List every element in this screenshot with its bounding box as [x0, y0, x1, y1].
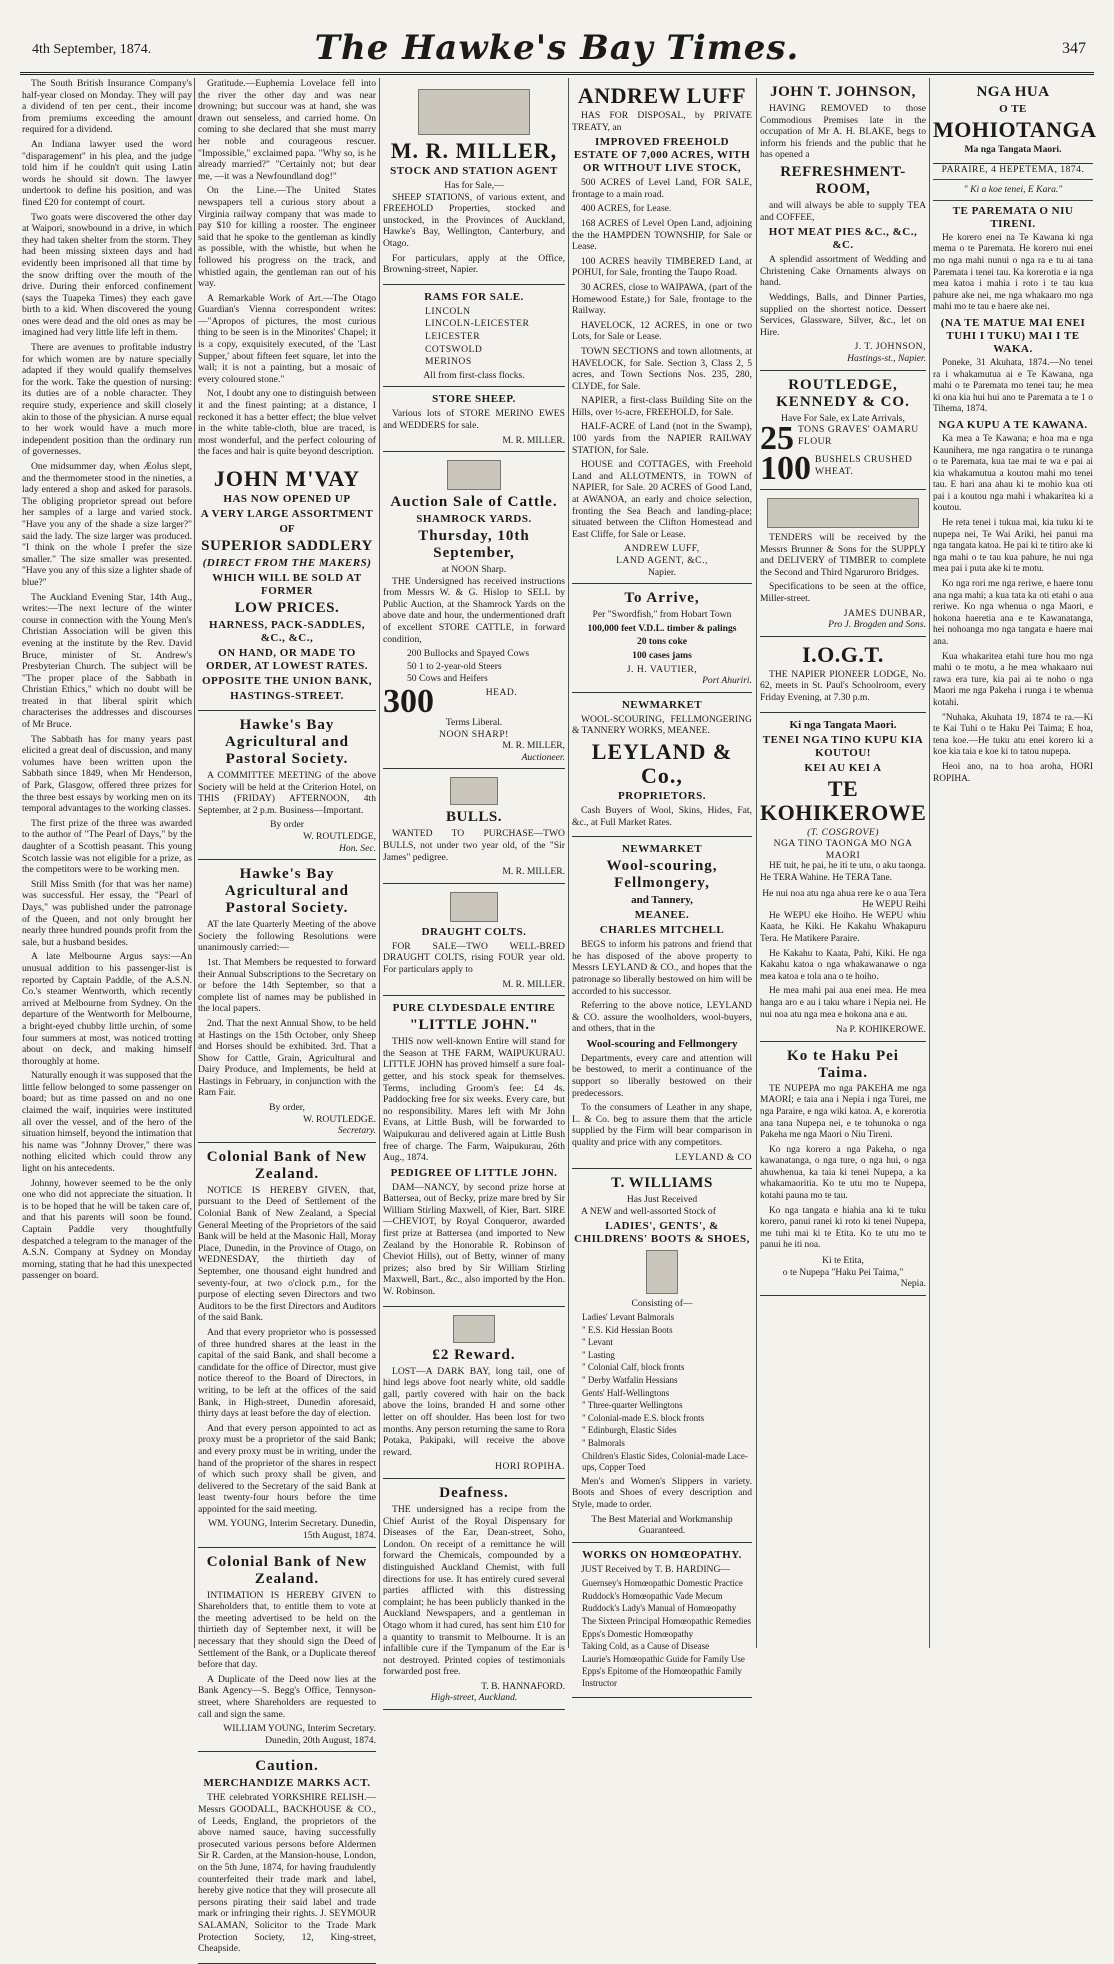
ad-line: at NOON Sharp. — [441, 564, 507, 576]
ad-body: and will always be able to supply TEA and COFFEE, — [760, 199, 926, 223]
ad-signature: HORI ROPIHA. — [495, 1461, 565, 1473]
news-paragraph: Poneke, 31 Akuhata, 1874.—No tenei ra i whakamutua ai e Te Kawana, nga mahi o te Paremata mo tenei tau; he mea ki ona kia hui hui ano te Paremata a te 1 o Tihema, 1874. — [933, 357, 1093, 415]
ad-body: NAPIER, a first-class Building Site on the Hills, over ½-acre, FREEHOLD, for Sale. — [572, 395, 752, 418]
ad-subtitle: PEDIGREE OF LITTLE JOHN. — [390, 1166, 558, 1179]
ad-body: Men's and Women's Slippers in variety. Boots and Shoes of every description and Style, made to order. — [572, 1475, 752, 1510]
issue-date: 4th September, 1874. — [32, 42, 152, 57]
ad-body: 168 ACRES of Level Open Land, adjoining the the HAMPDEN TOWNSHIP, for Sale or Lease. — [572, 217, 752, 253]
column-4 — [572, 78, 752, 1689]
advertisement — [572, 584, 752, 693]
list-item: Children's Elastic Sides, Colonial-made Lace-ups, Copper Toed — [582, 1450, 748, 1473]
list-item: Ladies' Levant Balmorals — [582, 1312, 675, 1322]
news-paragraph: He korero enei na Te Kawana ki nga mema o te Paremata. He korero nui enei mo nga mahi nunui o nga ra e tu ai tana Paremata i tenei tau. Ka korerotia e ia nga mea katoa i mahia i roto i te tau kua pahure ake nei, me nga whakaaro mo nga mahi mo te tau e haere ake nei. — [933, 232, 1093, 313]
list-item: LINCOLN-LEICESTER — [425, 318, 530, 330]
column-rule — [929, 78, 930, 1648]
list-item: The Sixteen Principal Homœopathic Remedies — [582, 1616, 751, 1627]
advertisement — [198, 461, 376, 711]
ad-body: Referring to the above notice, LEYLAND & CO. assure the woolholders, wool-buyers, and others, that in the — [572, 1000, 752, 1035]
ad-line: Terms Liberal. — [445, 717, 503, 729]
list-item: Ruddock's Homœopathic Vade Mecum — [582, 1590, 723, 1601]
ad-signature-role: Auctioneer. — [521, 751, 565, 763]
ad-line: HAS NOW OPENED UP — [223, 493, 351, 505]
ad-signature-role: Napier. — [648, 566, 676, 578]
news-paragraph: Gratitude.—Euphemia Lovelace fell into the river the other day and was near drowning; but succour was at hand, she was drawn out senseless, and carried home. On coming to she declared that she must marry her noble and courageous rescuer. "Impossible," exclaimed papa. "Why so, is he already married?" "Certainly not; but dear me, —it was a Newfoundland dog!" — [198, 78, 376, 182]
ton-count: 25 — [760, 420, 794, 458]
maori-section — [933, 78, 1097, 164]
ad-line: TENEI NGA TINO KUPU KIA KOUTOU! — [762, 733, 924, 759]
ad-signature: W. ROUTLEDGE, — [303, 830, 376, 842]
ad-signature: M. R. MILLER. — [502, 978, 565, 990]
ad-line: REFRESHMENT-ROOM, — [780, 163, 906, 197]
news-paragraph: Naturally enough it was supposed that the little fellow belonged to some passenger on board; but as time passed on and no one claimed the waif, inquiries were instituted all over the vessel, and of the hero of the situation himself, beyond the intimation that his name was "Johnny Drover," there was nothing elicited which could throw any light on his antecedents. — [22, 1070, 192, 1175]
ad-line: Has for Sale,— — [444, 180, 504, 191]
ad-signature-role: Hon. Sec. — [338, 842, 376, 854]
list-item: Ruddock's Lady's Manual of Homœopathy — [582, 1603, 737, 1614]
news-paragraph: A Remarkable Work of Art.—The Otago Guardian's Vienna correspondent writes:—"Apropos of pictures, the most curious thing to be seen is in the Minorites' Chapel; it is a copy, exquisitely executed, of the 'Last Supper,' about fifteen feet square, let into the wall; it is not a painting, but a mosaic of every coloured stone." — [198, 292, 376, 385]
ad-body: LOST—A DARK BAY, long tail, one of hind legs above foot nearly white, old saddle gall, partly covered with hair on the back above the loins, branded H and some other letter on off shoulder. Has been lost for two months. Any person returning the same to Rora Potaka, Pakipaki, will receive the above reward. — [383, 1365, 565, 1458]
advertisement — [572, 1543, 752, 1698]
list-item: " Edinburgh, Elastic Sides — [582, 1425, 677, 1436]
ad-title: BULLS. — [446, 809, 502, 826]
news-paragraph: "Nuhaka, Akuhata 19, 1874 te ra.—Ki te Kai Tuhi o te Haku Pei Taima; E hoa, tena koe.—He tuku atu enei korero ki a koe kia taia e koe ki to tatou nupepa. — [933, 712, 1093, 758]
ad-body: HAS FOR DISPOSAL, by PRIVATE TREATY, an — [572, 110, 752, 133]
ad-line: KEI AU KEI A — [804, 761, 882, 774]
ad-signature: WM. YOUNG, Interim Secretary. Dunedin, 15th August, 1874. — [208, 1518, 376, 1542]
news-paragraph: Heoi ano, na to hoa aroha, HORI ROPIHA. — [933, 761, 1093, 784]
ad-title: STORE SHEEP. — [432, 393, 516, 406]
news-paragraph: One midsummer day, when Æolus slept, and the thermometer stood in the nineties, a lady entered a shop and asked for parasols. The obliging proprietor spread out before her samples of a large and varied stock. "Have you any of the shade a size larger?" said the lady. The size larger was produced. "I think on the whole I prefer the size smaller." The size smaller was presented. "Have you any of this size a lighter shade of blue?" — [22, 461, 192, 588]
ad-line: NGA TINO TAONGA MO NGA MAORI — [773, 838, 913, 861]
ad-title: ANDREW LUFF — [577, 83, 747, 108]
ad-line: HARNESS, PACK-SADDLES, &C., &C., — [209, 619, 365, 644]
ad-line: IMPROVED FREEHOLD ESTATE OF 7,000 ACRES, WITH OR WITHOUT LIVE STOCK, — [573, 136, 751, 175]
ad-signature: JAMES DUNBAR, — [843, 607, 926, 619]
advertisement — [760, 713, 926, 1042]
ad-title: JOHN T. JOHNSON, — [770, 84, 916, 100]
ad-body: TOWN SECTIONS and town allotments, at HAVELOCK, for Sale. Section 3, Class 2, 5 acres, and Town Sections Nos. 235, 280, CLYDE, for Sale. — [572, 345, 752, 392]
news-paragraph: The Auckland Evening Star, 14th Aug., writes:—The next lecture of the winter course in connection with the Young Men's Christian Association will be given this evening at the institute by the Rev. David Bruce, minister of St. Andrew's Presbyterian Church. The subject will be "The proper place of the Sabbath in Christian Ethics," which no doubt will be treated in that liberal spirit which characterises the addresses and discourses of Mr Bruce. — [22, 591, 192, 731]
ad-signature: M. R. MILLER, — [502, 740, 565, 752]
list-item: Taking Cold, as a Cause of Disease — [582, 1641, 710, 1652]
advertisement — [383, 884, 565, 996]
ad-body: HAVING REMOVED to those Commodious Premises late in the occupation of Mr A. H. BLAKE, begs to inform his friends and the public that he has opened a — [760, 103, 926, 161]
ad-line: A VERY LARGE ASSORTMENT — [200, 508, 374, 520]
list-item: 200 Bullocks and Spayed Cows — [407, 648, 530, 660]
list-item: " Colonial-made E.S. block fronts — [582, 1412, 705, 1423]
column-3 — [383, 78, 565, 1704]
advertisement — [198, 1752, 376, 1963]
ad-line: CHARLES MITCHELL — [599, 924, 725, 937]
ad-signature-role: LAND AGENT, &C., — [616, 555, 708, 566]
ad-signature: W. ROUTLEDGE. — [303, 1113, 376, 1125]
list-item: " Derby Watfalin Hessians — [582, 1374, 678, 1385]
advertisement — [572, 693, 752, 837]
list-item: Epps's Epitome of the Homœopathic Family Instructor — [582, 1666, 742, 1689]
ad-body: He Kakahu to Kaata, Pahi, Kiki. He nga Kakahu katoa o nga whakawanawe o nga mea katoa e tola ana o te hoiho. — [760, 948, 926, 982]
stock-engraving-image — [418, 89, 530, 135]
news-paragraph: Two goats were discovered the other day at Waipori, snowbound in a drive, in which they had taken shelter from the storm. They had been missing sixteen days and had evidently been imprisoned all that time by the snow drifting over the mouth of the drive. During their enforced confinement (says the Tuapeka Times) they each gave birth to a kid. When discovered the young ones were dead and the old ones as may be imagined had very little life left in them. — [22, 211, 192, 339]
ad-title: Colonial Bank of New Zealand. — [206, 1553, 368, 1587]
news-paragraph: He reta tenei i tukua mai, kia tuku ki te nupepa nei, Te Wai Ariki, hei panui ma nga tangata katoa. He pai ki te titiro ake ki nga mahi o te tau kua pahure, he nui nga mea pai i puta ake ki te motu. — [933, 518, 1093, 575]
list-item: LEICESTER — [425, 330, 481, 342]
advertisement — [760, 371, 926, 491]
ad-title: NEWMARKET — [621, 843, 703, 856]
ad-line: All from first-class flocks. — [423, 369, 525, 381]
list-item: " Levant — [582, 1337, 613, 1348]
ad-title: DRAUGHT COLTS. — [421, 925, 527, 938]
horse-engraving-image — [453, 1315, 495, 1343]
ad-body: THE Undersigned has received instructions from Messrs W. & G. Hislop to SELL by Public Auction, at the Shamrock Yards on the above date and hour, the undermentioned draft of excellent STORE CATTLE, in forward condition, — [383, 575, 565, 645]
ad-body: HAVELOCK, 12 ACRES, in one or two Lots, for Sale or Lease. — [572, 319, 752, 343]
ad-line: TONS GRAVES' OAMARU FLOUR — [798, 424, 919, 447]
ad-subtitle: PROPRIETORS. — [617, 789, 706, 802]
ad-line: Per "Swordfish," from Hobart Town — [592, 609, 732, 621]
ad-body: And that every person appointed to act as proxy must be a proprietor of the said Bank; and every proxy must be in writing, under the hand of the proprietor of the shares in respect of which such proxy shall be given, and delivered to the Secretary of the said Bank at least twenty-four hours before the time appointed for the said meeting. — [198, 1422, 376, 1515]
ad-title: Ki nga Tangata Maori. — [789, 718, 897, 731]
ad-signature: J. H. VAUTIER, — [626, 663, 698, 675]
ad-line: 100 cases jams — [632, 649, 692, 661]
news-paragraph: Johnny, however seemed to be the only one who did not appreciate the situation. It is to be hoped that he will be taken care of, and that his parents will soon be found. Captain Paddle very thoughtfully despatched a telegram to the manager of the A.S.N. Company at Sydney on Monday morning, stating that he had this unexpected passenger on board. — [22, 1177, 192, 1282]
ad-title: Hawke's Bay Agricultural and Pastoral Society. — [225, 866, 349, 917]
ad-title: PURE CLYDESDALE ENTIRE — [392, 1002, 556, 1015]
ad-title: Hawke's Bay Agricultural and Pastoral Society. — [225, 717, 349, 767]
news-paragraph: The Sabbath has for many years past elicited a great deal of discussion, and many volumes have been written upon the Sabbath since 1849, when Mr Henderson, of Park, Glasgow, offered three prizes for the three best essays by working men on its temporal advantages to the working classes. — [22, 733, 192, 815]
advertisement — [383, 1479, 565, 1710]
column-rule — [568, 78, 569, 1648]
ad-body: THE undersigned has a recipe from the Chief Aurist of the Royal Dispensary for Diseases of the Ear, Dean-street, Soho, London. On receipt of a remittance he will forward the Chemicals, compounded by a distinguished Auckland Chemist, with full directions for use. It has entirely cured several parties afflicted with this distressing complaint; he has been publicly thanked in the Auckland Newspapers, and a gentleman in Otago whom it had cured, has sent him £10 for a quantity to transmit to Melbourne. It is an infallible cure if the Tympanum of the Ear is not destroyed. Printed copies of testimonials forwarded post free. — [383, 1503, 565, 1678]
ad-line: (T. COSGROVE) — [807, 826, 879, 838]
column-rule — [756, 78, 757, 1648]
ad-line: Wool-scouring and Fellmongery — [586, 1037, 738, 1050]
ad-line: Have For Sale, ex Late Arrivals, — [781, 412, 905, 424]
list-item: MERINOS — [425, 356, 472, 368]
section-title: NGA HUA — [976, 84, 1050, 100]
ad-line: LOW PRICES. — [234, 600, 340, 616]
head-count: 300 — [383, 683, 434, 721]
ad-body: To the consumers of Leather in any shape, L. & Co. beg to assure them that the article supplied by the Firm will bear comparison in quality and price with any competitors. — [572, 1102, 752, 1149]
advertisement — [198, 1143, 376, 1548]
ad-body: 100 ACRES heavily TIMBERED Land, at POHUI, for Sale, fronting the Taupo Road. — [572, 255, 752, 279]
ad-title: Ko te Haku Pei Taima. — [787, 1047, 899, 1081]
advertisement — [383, 769, 565, 883]
ad-signature-role: High-street, Auckland. — [430, 1692, 518, 1704]
ad-title: I.O.G.T. — [802, 641, 884, 667]
boot-engraving-image — [646, 1250, 678, 1294]
ad-line: He WEPU Reihi — [862, 899, 926, 911]
ad-body: A NEW and well-assorted Stock of — [581, 1205, 716, 1217]
page-number: 347 — [1062, 40, 1086, 57]
bushel-count: 100 — [760, 450, 811, 488]
ad-title: Deafness. — [439, 1484, 509, 1501]
ad-title: M. R. MILLER, — [390, 138, 558, 163]
ad-line: NOON SHARP! — [439, 728, 509, 740]
ad-body: 30 ACRES, close to WAIPAWA, (part of the Homewood Estate,) for Sale, frontage to the Railway. — [572, 281, 752, 317]
ad-line: ON HAND, OR MADE TO ORDER, AT LOWEST RATES. — [206, 647, 368, 672]
column-1 — [22, 78, 192, 1648]
news-paragraph: An Indiana lawyer used the word "disparagement" in his plea, and the judge told him if he couldn't quit using Latin words he should sit down. The lawyer undertook to define his position, and was fined £20 for contempt of court. — [22, 138, 192, 208]
ad-body: BEGS to inform his patrons and friend that he has disposed of the above property to Messrs LEYLAND & CO., and hopes that the patronage so liberally bestowed on him will be accorded to his successor. — [572, 939, 752, 997]
ad-body: A COMMITTEE MEETING of the above Society will be held at the Criterion Hotel, on THIS (FRIDAY) AFTERNOON, 4th September, at 2 p.m. Business—Important. — [198, 770, 376, 816]
ad-body: Various lots of STORE MERINO EWES and WEDDERS for sale. — [383, 408, 565, 431]
ad-body: THIS now well-known Entire will stand for the Season at THE FARM, WAIPUKURAU. LITTLE JOHN has proved himself a sure foal-getter, and his stock speak for themselves. Terms, including Groom's fee: £4 4s. Paddocking free for six weeks. Every care, but no responsibility. Mares left with Mr John Evans, at Little Bush, will be forwarded to Waipukurau and delivered again at Little Bush free of charge. The Farm, Waipukurau, 26th Aug., 1874. — [383, 1036, 565, 1164]
ad-title: LEYLAND & Co., — [591, 738, 733, 788]
ad-line: 20 tons coke — [636, 636, 688, 648]
masthead — [20, 28, 1094, 75]
ad-body: Specifications to be seen at the office, Miller-street. — [760, 581, 926, 605]
ad-body: 500 ACRES of Level Land, FOR SALE, frontage to a main road. — [572, 177, 752, 200]
ad-line: By order — [270, 819, 304, 831]
advertisement — [572, 837, 752, 1169]
ad-subtitle: SHAMROCK YARDS. — [416, 513, 532, 526]
ad-title: Colonial Bank of New Zealand. — [206, 1148, 368, 1182]
ad-signature-role: Pro J. Brogden and Sons. — [828, 619, 926, 631]
ad-line: The Best Material and Workmanship Guaranteed. — [591, 1513, 733, 1537]
ad-body: A Duplicate of the Deed now lies at the Bank Agency—S. Begg's Office, Tennyson-street, where Shareholders are requested to call and sign the same. — [198, 1673, 376, 1720]
news-paragraph: Kua whakaritea etahi ture hou mo nga mahi o te motu, a he mea whakaaro nui rawa era ture, kia pai ai te noho o nga Maori me nga Pakeha i runga i te whenua kotahi. — [933, 651, 1093, 708]
ad-body: 2nd. That the next Annual Show, to be held at Hastings on the 15th October, only Sheep and Horses should be exhibited. 3rd. That a Show for Cattle, Grain, Agricultural and Dairy Produce, and Implements, be held at Hastings in February, in conjunction with the Ram Fair. — [198, 1017, 376, 1099]
ad-body: WOOL-SCOURING, FELLMONGERING & TANNERY WORKS, MEANEE. — [572, 713, 752, 737]
ad-signature: Na P. KOHIKEROWE. — [835, 1024, 926, 1036]
ad-title: £2 Reward. — [432, 1346, 516, 1363]
ad-line: OF — [279, 523, 295, 535]
ad-line: OPPOSITE THE UNION BANK, — [201, 675, 373, 687]
column-rule — [379, 78, 380, 1648]
ad-body: INTIMATION IS HEREBY GIVEN to Shareholders that, to entitle them to vote at the meeting advertised to be held on the thirtieth day of September next, it will be necessary that they should sign the Deed of Settlement of the Bank, or a Duplicate thereof before that day. — [198, 1589, 376, 1671]
ad-title: T. WILLIAMS — [611, 1175, 713, 1192]
ad-body: THE celebrated YORKSHIRE RELISH.—Messrs GOODALL, BACKHOUSE & CO., of Leeds, England, the proprietors of the above named sauce, having successfully prosecuted various persons before Aldermen Sir R. Carden, at the Mansion-house, London, on the 5th June, 1874, for having fraudulently counterfeited their trade mark and label, hereby give notice that they will prosecute all persons pirating their said label and trade mark or infringing their rights. J. SEYMOUR SALAMAN, Solicitor to the Trade Mark Protection Society, 12, King-street, Cheapside. — [198, 1792, 376, 1955]
ad-signature: J. T. JOHNSON, — [854, 341, 926, 353]
advertisement — [760, 490, 926, 637]
ad-body: AT the late Quarterly Meeting of the above Society the following Resolutions were unanimously carried:— — [198, 919, 376, 954]
news-paragraph: On the Line.—The United States newspapers tell a curious story about a Virginia railway company that was made to pay $10 for killing a rooster. The engineer said that he spoke to the gentleman as kindly as possible, with the whistle, but when he followed his progress on the track, and whistled again, the gentleman ran out of his way. — [198, 185, 376, 290]
advertisement — [572, 1169, 752, 1542]
ad-line: and Tannery, — [631, 894, 693, 907]
ad-signature: WILLIAM YOUNG, Interim Secretary. Dunedin, 20th August, 1874. — [223, 1723, 376, 1746]
ad-line: (DIRECT FROM THE MAKERS) — [202, 557, 372, 569]
list-item: Epps's Domestic Homœopathy — [582, 1628, 694, 1639]
advertisement — [760, 1042, 926, 1296]
ad-line: LADIES', GENTS', & CHILDRENS' BOOTS & SHOES, — [574, 1220, 750, 1246]
list-item: " Balmorals — [582, 1437, 625, 1448]
ad-body: 1st. That Members be requested to forward their Annual Subscriptions to the Secretary on or before the 14th September, so that a complete list of names may be published in the local papers. — [198, 956, 376, 1015]
list-item: Gents' Half-Wellingtons — [582, 1387, 670, 1398]
advertisement — [198, 860, 376, 1143]
ad-title: ROUTLEDGE, KENNEDY & CO. — [776, 376, 910, 410]
ad-signature-role: Nepia. — [900, 1278, 926, 1290]
article-title: TE PAREMATA O NIU TIRENI. — [952, 204, 1074, 230]
ad-body: 400 ACRES, for Lease. — [581, 203, 672, 215]
ad-line: HOT MEAT PIES &C., &C., &C. — [768, 226, 918, 252]
ad-line: 100,000 feet V.D.L. timber & palings — [587, 622, 737, 634]
ad-title: Auction Sale of Cattle. — [390, 494, 558, 511]
ad-line: WHICH WILL BE SOLD AT FORMER — [212, 572, 362, 597]
article-subtitle: NGA KUPU A TE KAWANA. — [938, 418, 1088, 431]
ad-subtitle: MERCHANDIZE MARKS ACT. — [203, 1777, 371, 1790]
list-item: COTSWOLD — [425, 343, 483, 355]
ad-body: WANTED TO PURCHASE—TWO BULLS, not under two year old, of the "Sir James" pedigree. — [383, 828, 565, 863]
ad-body: Departments, every care and attention will be bestowed, to merit a continuance of the support so liberally bestowed on their predecessors. — [572, 1052, 752, 1099]
news-paragraph: The first prize of the three was awarded to the author of "The Pearl of Days," by the daughter of a Scottish peasant. This young Scotch lassie was not eligible for a prize, as the competitors were to be working men. — [22, 817, 192, 876]
list-item: " Three-quarter Wellingtons — [582, 1400, 683, 1411]
list-item: " E.S. Kid Hessian Boots — [582, 1324, 673, 1335]
ad-body: SHEEP STATIONS, of various extent, and FREEHOLD Properties, stocked and unstocked, in the Provinces of Auckland, Hawke's Bay, Wellington, Canterbury, and Otago. — [383, 191, 565, 249]
ad-subtitle: STOCK AND STATION AGENT — [390, 165, 558, 177]
news-paragraph: Still Miss Smith (for that was her name) was successful. Her essay, the "Pearl of Days," was published under the patronage of the Queen, and not only brought her nearly three hundred pounds profit from the sale, but a husband besides. — [22, 878, 192, 948]
ad-title: RAMS FOR SALE. — [424, 290, 524, 303]
ad-signature-role: Secretary. — [337, 1125, 376, 1137]
ad-title: TE KOHIKEROWE — [760, 775, 927, 825]
ad-line: HASTINGS-STREET. — [230, 690, 344, 702]
bull-engraving-image — [450, 777, 498, 805]
ad-signature: Ki te Etita, — [822, 1255, 864, 1267]
cattle-engraving-image — [447, 460, 501, 490]
news-paragraph: Not, I doubt any one to distinguish between it and the finest painting; at a distance, I reckoned it has a better effect; the blue velvet in the white table-cloth, blue are traced, is most wonderful, and the perfect colouring of the faces and hair is quite beyond description. — [198, 388, 376, 458]
list-item: Laurie's Homœopathic Guide for Family Use — [582, 1653, 745, 1664]
news-paragraph: Ko nga rori me nga reriwe, e haere tonu ana nga mahi; a kua tata ka oti etahi o aua reriwe. Ko nga whenua o nga Maori, e hokona haeretia ana e te Kawanatanga, hei nohoanga mo nga tangata e haere mai ana. — [933, 579, 1093, 647]
section-title: MOHIOTANGA — [933, 117, 1097, 142]
ad-signature-role: o te Nupepa "Haku Pei Taima," — [782, 1266, 904, 1278]
column-5 — [760, 78, 926, 1648]
advertisement — [383, 1307, 565, 1479]
advertisement — [198, 1548, 376, 1753]
ad-body: Ko nga korero a nga Pakeha, o nga kawanatanga, o nga ture, o nga hui, o nga ahuwhenua, ka taia ki tenei Nupepa, a ka whakamaoritia. Ko te utu mo te Nupepa, kotahi pauna mo te tau. — [760, 1144, 926, 1202]
bridge-engraving-image — [767, 498, 919, 528]
ad-signature: T. B. HANNAFORD. — [481, 1680, 565, 1692]
column-rule — [194, 78, 195, 1648]
ad-line: Consisting of— — [631, 1298, 693, 1310]
list-item: LINCOLN — [425, 305, 471, 317]
advertisement — [760, 78, 926, 371]
ad-date: Thursday, 10th September, — [418, 528, 530, 562]
ad-title: NEWMARKET — [621, 698, 703, 711]
ad-line: By order, — [269, 1102, 305, 1114]
list-item: " Lasting — [582, 1349, 615, 1360]
ad-signature: M. R. MILLER. — [502, 866, 565, 878]
newspaper-title: The Hawke's Bay Times. — [314, 28, 800, 68]
ad-body: HE tuit, he pai, he iti te utu, o aku taonga. He TERA Wahine. He TERA Tane. — [760, 861, 926, 883]
ad-body: DAM—NANCY, by second prize horse at Battersea, out of Becky, prize mare bred by Sir William Stirling Maxwell, of Kier, Bart. SIRE—CHEVIOT, by Royal Conqueror, awarded first prize at Battersea (and imported to New Zealand by the Honorable R. Robinson of Cheviot Hills), out of Betty, winner of many prizes; also bred by Sir William Stirling Maxwell, Bart., &c., also imported by the Hon. W. Robinson. — [383, 1181, 565, 1298]
advertisement — [572, 78, 752, 584]
ad-body: For particulars, apply at the Office, Browning-street, Napier. — [383, 252, 565, 276]
section-subtitle: Ma nga Tangata Maori. — [964, 144, 1062, 155]
ad-body: Cash Buyers of Wool, Skins, Hides, Fat, &c., at Full Market Rates. — [572, 804, 752, 828]
horse-engraving-image — [450, 892, 498, 922]
advertisement — [383, 285, 565, 388]
ad-signature-role: Hastings-st., Napier. — [847, 352, 926, 364]
ad-line: HEAD. — [485, 687, 518, 699]
ad-body: Weddings, Balls, and Dinner Parties, supplied on the shortest notice. Dessert Services, Glassware, Silver, &c., let on Hire. — [760, 291, 926, 338]
news-paragraph: A late Melbourne Argus says:—An unusual addition to his passenger-list is reported by Captain Paddle, of the A.S.N. Co.'s steamer Wentworth, which recently arrived at Melbourne from Sydney. On the departure of the Wentworth for Melbourne, a bright-eyed chubby little urchin, of some four summers at most, was noticed trotting about on deck, and making himself thoroughly at home. — [22, 951, 192, 1067]
ad-line: BUSHELS CRUSHED WHEAT. — [815, 454, 913, 477]
advertisement — [383, 81, 565, 285]
ad-title: JOHN M'VAY — [213, 466, 361, 491]
list-item: 50 1 to 2-year-old Steers — [407, 660, 502, 672]
ad-body: HALF-ACRE of Land (not in the Swamp), 100 yards from the NAPIER RAILWAY STATION, for Sale. — [572, 421, 752, 456]
ad-body: TE NUPEPA mo nga PAKEHA me nga MAORI; e taia ana i Nepia i nga Turei, me nga Paraire, e nga wiki katoa. A, e korerotia ana tana Nupepa nei, e te tohunoka o nga Pakeha me nga Maori o Niu Tireni. — [760, 1083, 926, 1141]
ad-signature: LEYLAND & CO — [675, 1151, 752, 1163]
article-subtitle: (NA TE MATUE MAI ENEI TUHI I TUKU) MAI I TE WAKA. — [940, 316, 1086, 355]
ad-body: NOTICE IS HEREBY GIVEN, that, pursuant to the Deed of Settlement of the Colonial Bank of New Zealand, a Special General Meeting of the Proprietors of the said Bank will be held at the Masonic Hall, Moray Place, Dunedin, in the Province of Otago, on WEDNESDAY, the thirtieth day of September, one thousand eight hundred and seventy-four, at two o'clock p.m., for the purpose of electing seven Directors and two Auditors to be the first Directors and Auditors of the said Bank. — [198, 1184, 376, 1324]
column-6 — [933, 78, 1097, 1648]
dateline: PARAIRE, 4 HEPETEMA, 1874. — [941, 163, 1085, 175]
ad-title: Wool-scouring, Fellmongery, — [606, 858, 718, 892]
ad-body: FOR SALE—TWO WELL-BRED DRAUGHT COLTS, rising FOUR year old. For particulars apply to — [383, 940, 565, 975]
ad-signature-role: Port Ahuriri. — [702, 675, 752, 687]
list-item: " Colonial Calf, block fronts — [582, 1362, 685, 1373]
ad-title: To Arrive, — [624, 590, 700, 607]
ad-body: Ko nga tangata e hiahia ana ki te tuku korero, panui ranei ki roto ki tenei Nupepa, me tuhi mai ki te Etita. Ko te utu mo te panui he iti noa. — [760, 1205, 926, 1251]
ad-line: SUPERIOR SADDLERY — [201, 538, 373, 554]
ad-body: TENDERS will be received by the Messrs Brunner & Sons for the SUPPLY and DELIVERY of TIMBER to complete the Second and Third Ngaruroro Bridges. — [760, 532, 926, 578]
list-item: 50 Cows and Heifers — [407, 673, 488, 685]
advertisement — [198, 711, 376, 860]
ad-body: JUST Received by T. B. HARDING— — [581, 1563, 730, 1575]
news-paragraph: Ka mea a Te Kawana; e hoa ma e nga Kaunihera, me nga rangatira o te runanga o te Paremata, kua tae mai te wa e pai ai kia whakamutua a koutou mahi mo tenei tau. E hari ana ahau ki te mohio kua oti pai i a koutou nga mahi i whakaritea ki a koutou. — [933, 433, 1093, 514]
motto: " Ki a koe tenei, E Kara." — [963, 184, 1063, 196]
advertisement — [383, 996, 565, 1306]
list-item: Guernsey's Homœopathic Domestic Practice — [582, 1578, 743, 1589]
ad-body: He WEPU eke Hoiho. He WEPU whiu Kaata, he Kiki. He Kakahu Whakapuru Tera. He Matikere Paraire. — [760, 910, 926, 944]
ad-signature: M. R. MILLER. — [502, 434, 565, 446]
ad-body: He mea mahi pai aua enei mea. He mea hanga aro e au i taku whare i Nepia nei. He nui noa atu nga mea e hokona ana e au. — [760, 986, 926, 1020]
column-2 — [198, 78, 376, 1955]
advertisement — [760, 637, 926, 713]
ad-body: THE NAPIER PIONEER LODGE, No. 62, meets in St. Paul's Schoolroom, every Friday Evening, at 7.30 p.m. — [760, 668, 926, 704]
advertisement — [383, 452, 565, 769]
advertisement — [383, 387, 565, 452]
section-title: O TE — [999, 103, 1027, 115]
ad-line: MEANEE. — [634, 909, 690, 922]
ad-title: Caution. — [255, 1758, 319, 1775]
ad-line: Has Just Received — [626, 1194, 698, 1206]
ad-title: WORKS ON HOMŒOPATHY. — [582, 1548, 742, 1561]
ad-signature: ANDREW LUFF, — [624, 543, 700, 555]
ad-body: HOUSE and COTTAGES, with Freehold Land and ALLOTMENTS, in TOWN of NAPIER, for Sale. 20 ACRES of Good Land, at AWANOA, an early and choice selection, fronting the Sea Beach and landing-place; situated between the Clifton Homestead and East Cliffe, for Sale or Lease. — [572, 459, 752, 540]
news-paragraph: The South British Insurance Company's half-year closed on Monday. They will pay a dividend of ten per cent., their income from premiums exceeding the amount required for a dividend. — [22, 78, 192, 136]
news-paragraph: There are avenues to profitable industry for which women are by nature specially adapted if they would qualify themselves for the work. Take the question of nursing: its duties are of a noble character. They require study, experience and skill closely akin to those of the physician. A nurse equal to her work would have a much more independent position than the ordinary run of governesses. — [22, 342, 192, 458]
ad-body: And that every proprietor who is possessed of three hundred shares at the least in the capital of the said Bank, and shall become a candidate for the office of Director, must give notice thereof to the Board of Directors, in writing, to be left at the offices of the said Bank, in High-street, Dunedin aforesaid, thirty days at least before the day of election. — [198, 1326, 376, 1420]
ad-line: He nui noa atu nga ahua rere ke o aua Tera — [762, 887, 926, 899]
ad-body: A splendid assortment of Wedding and Christening Cake Ornaments always on hand. — [760, 254, 926, 289]
ad-title: "LITTLE JOHN." — [409, 1017, 539, 1034]
